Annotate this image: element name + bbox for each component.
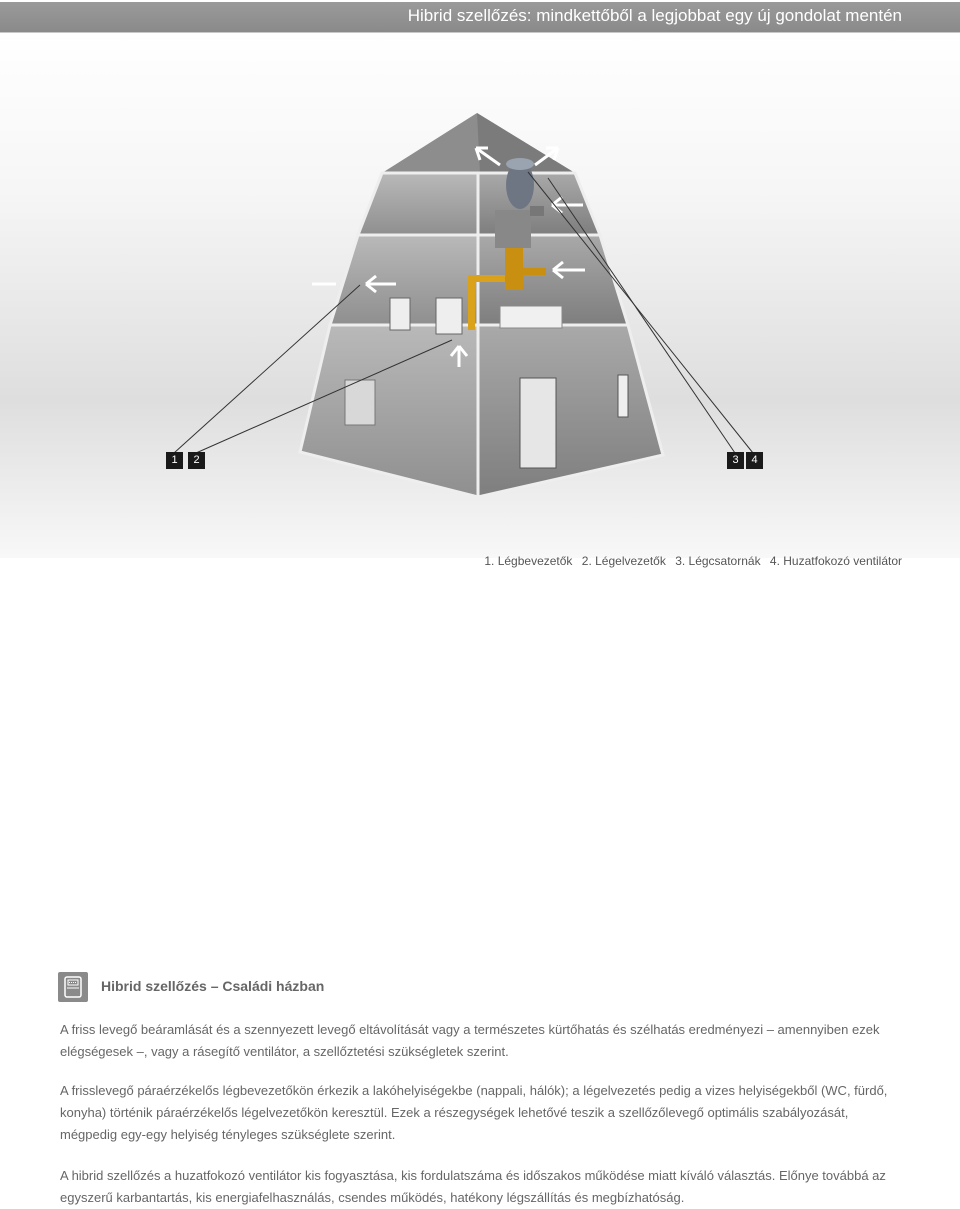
- legend-item-1: 1. Légbevezetők: [484, 554, 573, 568]
- page-title: Hibrid szellőzés: mindkettőből a legjobbat egy új gondolat mentén: [407, 6, 902, 25]
- sink: [500, 306, 562, 328]
- fan-housing: [495, 210, 531, 248]
- radiator: [345, 380, 375, 425]
- bed: [390, 298, 410, 330]
- house-illustration: [0, 0, 960, 560]
- callout-badge-4: 4: [746, 452, 763, 469]
- section-title: Hibrid szellőzés – Családi házban: [101, 978, 325, 994]
- duct-top: [530, 206, 544, 216]
- roof-fan-cap: [506, 158, 534, 170]
- paragraph-3: A hibrid szellőzés a huzatfokozó ventilátor kis fogyasztása, kis fordulatszáma és időszakos működése miatt kíváló választás. Előnye továbbá az egyszerű karbantartás, kis energiafelhasználás, csendes működés, hatékony légszállítás és megbízhatóság.: [60, 1168, 886, 1205]
- wall-window: [618, 375, 628, 417]
- callout-badge-2: 2: [188, 452, 205, 469]
- legend-item-3: 3. Légcsatornák: [675, 554, 761, 568]
- paragraph-1: A friss levegő beáramlását és a szennyezett levegő eltávolítását vagy a természetes kürtőhatás és szélhatás eredményezi – amennyiben ezek elégségesek –, vagy a rásegítő ventilátor, a szellőztetési szükségletek szerint.: [60, 1022, 880, 1059]
- callout-badge-3: 3: [727, 452, 744, 469]
- callout-badge-1: 1: [166, 452, 183, 469]
- legend-item-4: 4. Huzatfokozó ventilátor: [769, 554, 902, 568]
- cabinet: [436, 298, 462, 334]
- bathtub: [520, 378, 556, 468]
- paragraph-2: A frisslevegő páraérzékelős légbevezetőkön érkezik a lakóhelyiségekbe (nappali, hálók); a légelvezetés pedig a vizes helyiségekből (WC, fürdő, konyha) történik páraérzékelős légelvezetőkön keresztül. Ezek a részegységek lehetővé teszik a szellőzőlevegő optimális szabályozását, mégpedig egy-egy helyiség tényleges szükséglete szerint.: [60, 1083, 888, 1142]
- lower-floor-right: [478, 325, 663, 497]
- upper-floor-left: [358, 173, 478, 235]
- figure-legend: [478, 554, 902, 568]
- legend-item-2: 2. Légelvezetők: [581, 554, 666, 568]
- control-panel-icon: [58, 972, 88, 1002]
- duct-branch: [520, 268, 546, 275]
- lower-floor-left: [300, 325, 478, 497]
